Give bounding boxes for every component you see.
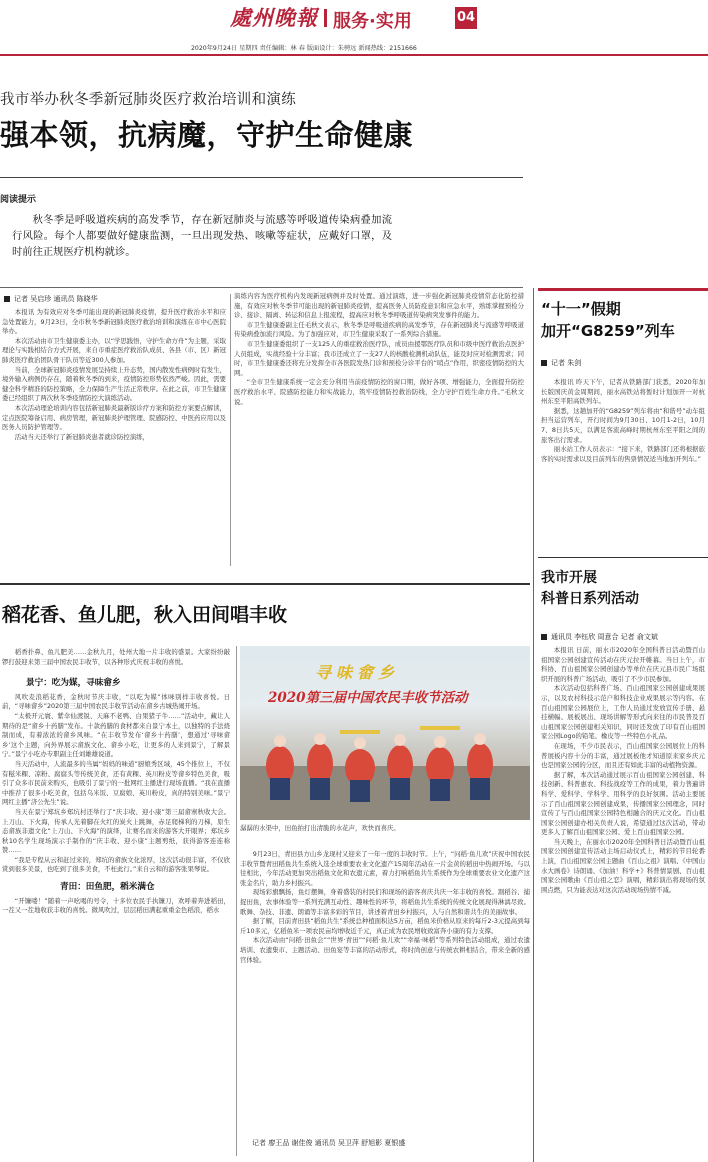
paragraph: 当天活动中，人流最多的当属“妈妈的味道”厨娘秀区域，45个推位上，不仅有糍米粿、凉粉、腐腐头等传统美食，还有黄粿、英川粉皮等畲乡特色美食，吸引了众多市民前来购买，也吸引了景宁的一批网红主播进行现场直播。“我在直播中推荐了很多小吃美食，包括乌米饭、豆腐娘、英川粉皮，真的特别美味。”景宁网红主播“济公先生”说。 [2, 759, 230, 807]
paragraph: 本次活动理论培训内容包括新冠肺炎最新版诊疗方案和防控方案要点解读，定点医院筹备启用、病房管理，新冠肺炎护理管理、院感防控、中医药应用以及医务人员防护管理等。 [2, 403, 226, 432]
paragraph: 市卫生健康委组织了一支125人的重症救治医疗队，成员由援鄂医疗队员和市级中医疗救治点医护人员组成，实战经验十分丰富；我市还成立了一支27人的核酸检测机动队伍，能及时应对检测需求；同时，市卫生健康委还将充分发挥全市各医院发热门诊和预检分诊平台的“哨点”作用，织密疫情防控的大网。 [234, 339, 524, 377]
masthead-rule [0, 54, 708, 56]
science-article-body [541, 646, 705, 895]
paragraph: 潺潺的水渠中，田鱼拍打出清脆的水花声，欢快而喜庆。 [240, 824, 400, 832]
paragraph: 当前，全球新冠肺炎疫情发展呈持续上升态势，国内散发性病例时有发生，境外输入病例仍存在，随着秋冬季的到来，疫情防控形势依然严峻。因此，需要健全科学精准的防控策略，全力保障生产生活正常秩序。在此之前，市卫生健康委已经组织了两次秋冬季疫情防控大演练活动。 [2, 365, 226, 403]
science-title-line2: 科普日系列活动 [541, 591, 639, 607]
rice-subhead-qingtian: 青田：田鱼肥，稻米满仓 [60, 882, 155, 893]
article-headline: 强本领，抗病魔，守护生命健康 [0, 118, 414, 152]
rice-article-title: 稻花香、鱼儿肥，秋入田间唱丰收 [2, 604, 288, 626]
science-title-line1: 我市开展 [541, 570, 597, 586]
paragraph: 当天晚上，在丽水市2020年全国科普日活动暨百山祖国家公园创建宣传活动主场启动仪式上，精彩的节目轮番上演，百山祖国家公园主题曲《百山之祖》演唱、《中国山水大画卷》诗朗诵、《加油！科学+》科普情景剧、百山祖国家公园歌曲《百山祖之恋》演唱，精彩演出将现场的氛围点燃，只为能表达对这次活动现场热情不减。 [541, 837, 705, 894]
photo-caption-2: 2020第三届中国农民丰收节活动 [268, 690, 468, 706]
paragraph: 稻香扑鼻、鱼儿肥美……金秋九月，处州大地一片丰收的盛景。大家纷纷敲锣打鼓迎来第三届中国农民丰收节，以各种形式庆祝丰收的喜悦。 [2, 648, 230, 666]
paragraph: 本次活动由市卫生健康委主办，以“学思践悟，守护生命方舟”为主题，采取理论与实践相结合方式开展，来自市重症医疗救治队成员、各县（市、区）新冠肺炎医疗救治团队骨干队员等近300人参加。 [2, 336, 226, 364]
section-rule [0, 583, 530, 585]
paragraph: “我是专程从云和赶过来的，郑坑的畲族文化浓厚，这次活动很丰富，不仅欣赏到很多美景，也吃到了很多美食，不枉此行。”来自云和的游客张果琴说。 [2, 855, 230, 874]
paragraph: 风吹麦浪稻花香，金秋时节庆丰收，“以吃为媒”体味别样丰收喜悦。日前，“寻味畲乡”2020第三届中国农民丰收节活动在畲乡古城热闹开场。 [2, 692, 230, 711]
paragraph: 丽水站工作人员表示：“接下来，铁路部门还将根据旅客的实时需求以及目前列车的售票情况适当地加开列车。” [541, 445, 705, 463]
paragraph: 本次活动包括科普广场、百山祖国家公园创建成果展示，以及农村科技示范户和科技企业成果展示等内容。在百山祖国家公园展位上，工作人员通过发放宣传手册、悬挂横幅、展板展出、现场讲解等形式向来往的市民普及百山祖国家公园创建相关知识，同时还发放了印有百山祖国家公园Logo的铅笔、橡皮等一些特色小礼品。 [541, 684, 705, 741]
square-bullet-icon [4, 296, 10, 302]
paragraph: 9月23日，青田县方山乡龙现村又迎来了一年一度的丰收时节。上午，“问稻·鱼儿欢”庆祝中国农民丰收节暨青田稻鱼共生系统入选全球重要农业文化遗产15周年活动在一片金黄的稻田中热闹开场。与以往相比，今年活动更加突出稻鱼文化和农遗元素，着力打响稻鱼共生系统作为全球重要农业文化遗产这张金名片，助力乡村振兴。 [240, 850, 530, 887]
photo-caption-1: 寻味畲乡 [315, 663, 400, 682]
paragraph: 当天在景宁郑坑乡郑坑村还举行了“庆丰收、迎小康”第三届畲寨秋收大会。上刀山、下火海，传承人光着脚在火红的炭火上跳舞，赤足爬梯利的刀梯，原生态畲族非遗文化“上刀山、下火海”的演绎，让赛名而来的游客大开眼界；郑坑乡秋10名学生现场演示手制作的“庆丰收、迎小康”主题剪纸，获得游客连连称赞…… [2, 807, 230, 855]
rice-article-col1 [2, 648, 230, 916]
train-article-body [541, 378, 705, 464]
paragraph: 据悉，这趟加开的“G8259”列车将由“和谐号”动车组担当运营列车，开行时间为9月30日、10月1-2日，10月7、8日共5天，以满足客流高峰时期杭州东至平阳之间的旅客出行需求。 [541, 406, 705, 444]
paragraph: “太极开元寰、紫伞仙渡锐、天麻不老鸭、白果猪子牛……”活动中，藏让人期待的是“畲乡十药膳”发布。十款药膳的食材都来自景宁本土，以独特的手法烧制而成，有着浓浓的畲乡风味。“在丰收节发布‘畲乡十药膳’，想通过‘寻味畲乡’这个主题，向外界展示畲族文化、畲乡小吃，让更多的人来到景宁，了解景宁。”景宁小吃办专职副主任刘雄雄说道。 [2, 711, 230, 759]
paragraph: 市卫生健康委副主任毛秋文表示，秋冬季是呼吸道疾病的高发季节，存在新冠肺炎与流感等呼吸道传染病叠加流行风险。为了加强应对，市卫生健康采取了一系列综合措施。 [234, 320, 524, 339]
train-article-title [541, 298, 708, 342]
science-byline-text: 通讯员 李钰欣 周意合 记者 俞文斌 [551, 633, 658, 641]
train-title-line2: 加开“G8259”列车 [541, 322, 675, 340]
dancers-illustration [240, 646, 530, 820]
rice-subhead-jingning: 景宁：吃为媒，寻味畲乡 [26, 678, 121, 689]
paragraph: 演练内容为医疗机构内发现新冠病例并及时处置。通过演练，进一步强化新冠肺炎疫情常态化防控措施，有效应对秋冬季节可能出现的新冠肺炎疫情，提高医务人员防疫意识和应急水平，熟练掌握预检分诊、接诊、隔离、转运和信息上报流程，提高应对秋冬季呼吸道传染病突发事件的能力。 [234, 292, 524, 320]
masthead-divider [324, 9, 327, 27]
science-byline [541, 632, 658, 642]
headline-rule [0, 177, 523, 178]
square-bullet-icon [541, 360, 547, 366]
section-title: 服务·实用 [333, 11, 412, 32]
edition-meta: 2020年9月24日 星期四 责任编辑：林 春 版面设计：朱骋远 新闻热线：2151666 [191, 45, 417, 52]
rice-column-divider [236, 646, 237, 1156]
right-column-divider [533, 288, 534, 1162]
right-section-rule [538, 557, 708, 558]
summary-text: 秋冬季是呼吸道疾病的高发季节，存在新冠肺炎与流感等呼吸道传染病叠加流行风险。每个人都要做好健康监测，一旦出现发热、咳嗽等症状，应戴好口罩，及时前往正规医疗机构就诊。 [12, 214, 392, 258]
train-title-line1: “十一”假期 [541, 300, 621, 318]
paragraph: “开镰喽！”随着一声吆喝的号令，十多位农民手执镰刀，欢呼着奔进稻田，一茬又一茬地收获丰收的喜悦。微风吹过，层层稻田满起重重金色稻浪，稻水 [2, 896, 230, 915]
rice-byline: 记者 廖王品 谢佳俊 通讯员 吴卫萍 舒旭影 夏银盛 [252, 1139, 406, 1147]
paragraph: 本次活动由“问稻·田鱼会”“世界·青田”“问稻·鱼儿欢”“幸福·味稻”等系列特色活动组成，通过农遗培训、农遗集市、主题活动、田鱼宴等丰富的活动形式，将时尚创意与传统农耕相结合，带来全新的感官体验。 [240, 936, 530, 964]
rice-article-col2 [240, 850, 530, 965]
square-bullet-icon [541, 634, 547, 640]
page-number-badge: 04 [455, 7, 477, 29]
paragraph: 本报讯 昨天下午，记者从铁路部门获悉，2020年加长版国庆黄金周期间，丽水高铁站将暂时计划加开一对杭州东至平阳高铁列车。 [541, 378, 705, 406]
main-article-col1 [2, 308, 226, 442]
summary-label: 阅读提示 [0, 195, 37, 205]
paragraph: 在现场，不少市民表示，百山祖国家公园展位上的科普展板内容十分的丰富，通过展板他才知道原来家乡庆元也是国家公园的分区，而且还有如此丰富的动植物资源。 [541, 741, 705, 770]
main-byline [4, 294, 98, 304]
paragraph: 现场彩旗飘扬，鱼灯摆舞，身着盛装的村民们和现场的游客喜庆共庆一年丰收的喜悦。割稻谷、捕捉田鱼，农事体验等一系列充满互动性、趣味性的环节，将稻鱼共生系统的传统文化展现得淋漓尽致。歌舞、杂技、非遗、朗诵等丰富多彩的节目，讲述着青田乡村振兴，人与自然和谐共生的美丽故事。 [240, 888, 530, 916]
paragraph: 据了解，目前青田县“稻鱼共生”系统总种植面积达5万亩，稻鱼米价格从原来的每斤2-3元提高到每斤10多元，亿稻鱼米一项农民亩均增收近千元，真正成为农民增收致富奔小康的有力支撑。 [240, 917, 530, 935]
main-article-col2 [234, 292, 524, 407]
newspaper-logo: 處州晚報 [230, 5, 318, 30]
paragraph: 活动当天还举行了新冠肺炎患者就诊防控演练， [14, 432, 149, 441]
paragraph: 据了解，本次活动通过展示百山祖国家公园创建、科技创新、科普惠农、科技战疫等工作的成果，着力普遍讲科学、爱科学、学科学、用科学的良好氛围。活动主要展示了百山祖国家公园创建成果，传播国家公园理念，同时宣传了与百山祖国家公园特色相融合的庆元文化。百山祖国家公园创建办相关负责人说，希望通过这次活动，带动更多人了解百山祖国家公园、爱上百山祖国家公园。 [541, 770, 705, 837]
train-byline [541, 358, 581, 368]
summary-rule [0, 287, 523, 288]
science-article-title [541, 568, 708, 610]
festival-photo [240, 646, 530, 820]
rice-article-col2-top [240, 824, 530, 834]
article-kicker: 我市举办秋冬季新冠肺炎医疗救治培训和演练 [0, 92, 296, 108]
column-divider [230, 294, 231, 566]
paragraph: “全市卫生健康系统一定会充分利用当前疫情防控的窗口期，做好各项、增强能力，全面提升防控医疗救治水平、院感防控能力和实战能力，筑牢疫情防控救治防线，全力守护百姓生命方舟。”毛秋文说。 [234, 378, 524, 406]
main-byline-text: 记者 吴启珍 通讯员 陈晓华 [14, 295, 98, 303]
paragraph: 本报讯 为有效应对冬季可能出现的新冠肺炎疫情，提升医疗救治水平和应急处置能力，9月23日，全市秋冬季新冠肺炎医疗救治培训和演练在市中心医院举办。 [2, 308, 226, 336]
paragraph: 本报讯 日前，丽水市2020年全国科普日活动暨百山祖国家公园创建宣传活动在庆元拉开帷幕。当日上午，市科协、百山祖国家公园创建办等单位在庆元县市民广场组织开展的科普广场活动，吸引了不少市民参加。 [541, 646, 705, 683]
train-byline-text: 记者 朱剑 [551, 359, 582, 367]
right-top-bar [538, 288, 708, 291]
